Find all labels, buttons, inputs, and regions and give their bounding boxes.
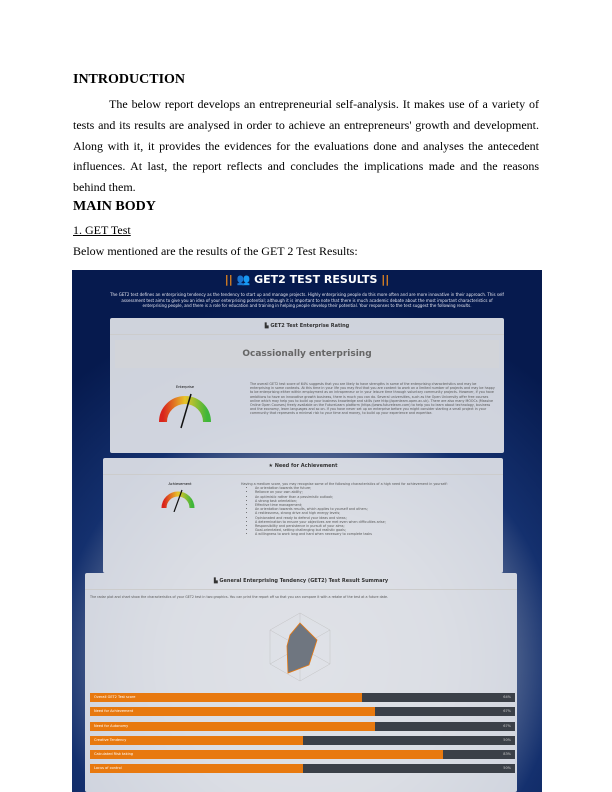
achievement-item: • Responsibility and persistence in pursuit of your aims;	[255, 524, 496, 528]
score-bar-percent: 67%	[503, 709, 511, 714]
radar-chart	[265, 608, 335, 688]
score-bar-percent: 83%	[503, 752, 511, 757]
achievement-gauge	[158, 480, 198, 512]
score-bar	[90, 764, 515, 773]
achievement-item: • An orientation towards results, which applies to yourself and others;	[255, 507, 496, 511]
score-bar	[90, 707, 515, 716]
results-description: The GET2 test defines an enterprising tendency as the tendency to start up and manage projects. Highly enterprising people do this more often and are more innovative in their approach. This self assessment test aims to give you an idea of your enterprising potential; although it is important to note that there is much academic debate about the most important characteristics of enterprising people, and there is a role for education and training in helping people develop their potential. Your responses to the test suggest the following results.	[110, 292, 504, 308]
results-title: || 👥 GET2 TEST RESULTS ||	[224, 273, 390, 286]
summary-panel: ▙ General Enterprising Tendency (GET2) Test Result Summary The radar plot and chart show the characteristics of your GET2 test in two graphics. You can print the report off so that you can compare it with a retake of the test at a future date. Overall GET2 Test score 64% Need for Achievement 67% Need for Autonomy 67% Creative Tendency 50% Calculated Risk taking 83% Locus of control 50%	[85, 573, 517, 792]
intro-paragraph: The below report develops an entrepreneurial self-analysis. It makes use of a variety of tests and its results are analysed in order to achieve an entrepreneurs' growth and development. Along with it, it provides the evidences for the evaluations done and analyses the antecedent influences. At last, the report reflects and concludes the implications made and the reasons behind them.	[73, 97, 539, 195]
achievement-item: • Goal-orientated, setting challenging but realistic goals;	[255, 528, 496, 532]
svg-text:Enterprise: Enterprise	[175, 385, 195, 389]
achievement-item: • A strong task orientation;	[255, 499, 496, 503]
enterprise-gauge	[155, 380, 215, 430]
score-bar	[90, 750, 515, 759]
svg-text:Achievement: Achievement	[168, 482, 192, 486]
star-icon: ★	[268, 463, 275, 469]
score-bar-percent: 50%	[503, 737, 511, 742]
score-bar-percent: 50%	[503, 766, 511, 771]
score-bar-fill	[90, 750, 443, 759]
score-bar-label: Locus of control	[94, 766, 122, 771]
rating-text: The overall GET2 test score of 64% suggests that you are likely to have strengths in some of the enterprising characteristics and may be enterprising in some contexts. At this time in your life you may find that you are content to work on a limited number of projects and may be happy to be enterprising either within employment as an intrapreneur or in your leisure time through voluntary community projects. However, if you have ambitions to have an innovative growth business, there is much you can do. Several universities, such as the Open University offer free courses online which may help you to build up your business knowledge and skills (see http://openlearn.open.ac.uk). There are also many MOOCs (Massive Online Open Courses) freely available on the FutureLearn platform (https://www.futurelearn.com) to help you to learn about technology, business and the economy, learn languages and so on. If you have never set up an enterprise before you might consider starting a small project in your community that represents a minimal risk to your time and money, to build up your experience and expertise.	[250, 382, 495, 416]
achievement-item: • A willingness to work long and hard when necessary to complete tasks	[255, 532, 496, 536]
industry-icon: ▙	[264, 323, 271, 329]
rating-value: Ocassionally enterprising	[115, 340, 499, 368]
achievement-item: • Reliance on your own ability;	[255, 490, 496, 494]
industry-icon: ▙	[213, 578, 220, 584]
get2-results-screenshot	[72, 270, 542, 792]
score-bar-label: Need for Autonomy	[94, 723, 129, 728]
score-bar-label: Overall GET2 Test score	[94, 695, 136, 699]
get-test-subheading: 1. GET Test	[73, 223, 131, 237]
score-bar-label: Calculated Risk taking	[94, 752, 134, 757]
score-bar-percent: 67%	[503, 723, 511, 728]
achievement-item: • A determination to ensure your objectives are met even when difficulties arise;	[255, 520, 496, 524]
achievement-item: • An optimistic rather than a pessimistic outlook;	[255, 495, 496, 499]
summary-text: The radar plot and chart show the characteristics of your GET2 test in two graphics. You can print the report off so that you can compare it with a retake of the test at a future date.	[90, 595, 389, 599]
main-heading: MAIN BODY	[73, 199, 156, 214]
achievement-item: • A restlessness, strong drive and high energy levels;	[255, 511, 496, 515]
achievement-item: • Effective time management;	[255, 503, 496, 507]
score-bar-percent: 64%	[503, 695, 511, 699]
score-bar-label: Creative Tendency	[94, 737, 127, 742]
users-icon: 👥	[236, 273, 255, 286]
intro-heading: INTRODUCTION	[73, 72, 186, 87]
achievement-item: • Opinionated and ready to defend your ideas and views;	[255, 516, 496, 520]
lead-text: Below mentioned are the results of the GET 2 Test Results:	[73, 244, 358, 258]
achievement-panel: ★ Need for Achievement Achievement Having a medium score, you may recognise some of the following characteristics of a high need for achievement in yourself: • An orientation towards the future; • Reliance on your own ability; • An optimistic rather than a pessimistic outlook; • A strong task orientation; • Effective time management; • An orientation towards results, which applies to yourself and others; • A restlessness, strong drive and high energy levels; • Opinionated and ready to defend your ideas and views; • A determination to ensure your objectives are met even when difficulties arise; • Responsibility and persistence in pursuit of your aims; • Goal-orientated, setting challenging but realistic goals; • A willingness to work long and hard when necessary to complete tasks	[103, 458, 503, 573]
score-bar-label: Need for Achievement	[94, 709, 134, 714]
score-bar-fill	[90, 722, 375, 731]
rating-panel: ▙ GET2 Test Enterprise Rating Ocassionally enterprising Enterprise The overall GET2 test score of 64% suggests that you are likely to have strengths in some of the enterprising characteristics and may be enterprising in some contexts. At this time in your life you may find that you are content to work on a limited number of projects and may be happy to be enterprising either within employment as an intrapreneur or in your leisure time through voluntary community projects. However, if you have ambitions to have an innovative growth business, there is much you can do. Several universities, such as the Open University offer free courses online which may help you to build up your business knowledge and skills (see http://openlearn.open.ac.uk). There are also many MOOCs (Massive Online Open Courses) freely available on the FutureLearn platform (https://www.futurelearn.com) to help you to learn about technology, business and the economy, learn languages and so on. If you have never set up an enterprise before you might consider starting a small project in your community that represents a minimal risk to your time and money, to build up your experience and expertise.	[110, 318, 504, 453]
score-bar	[90, 693, 515, 702]
score-bar	[90, 736, 515, 745]
achievement-item: • An orientation towards the future;	[255, 486, 496, 490]
score-bar	[90, 722, 515, 731]
